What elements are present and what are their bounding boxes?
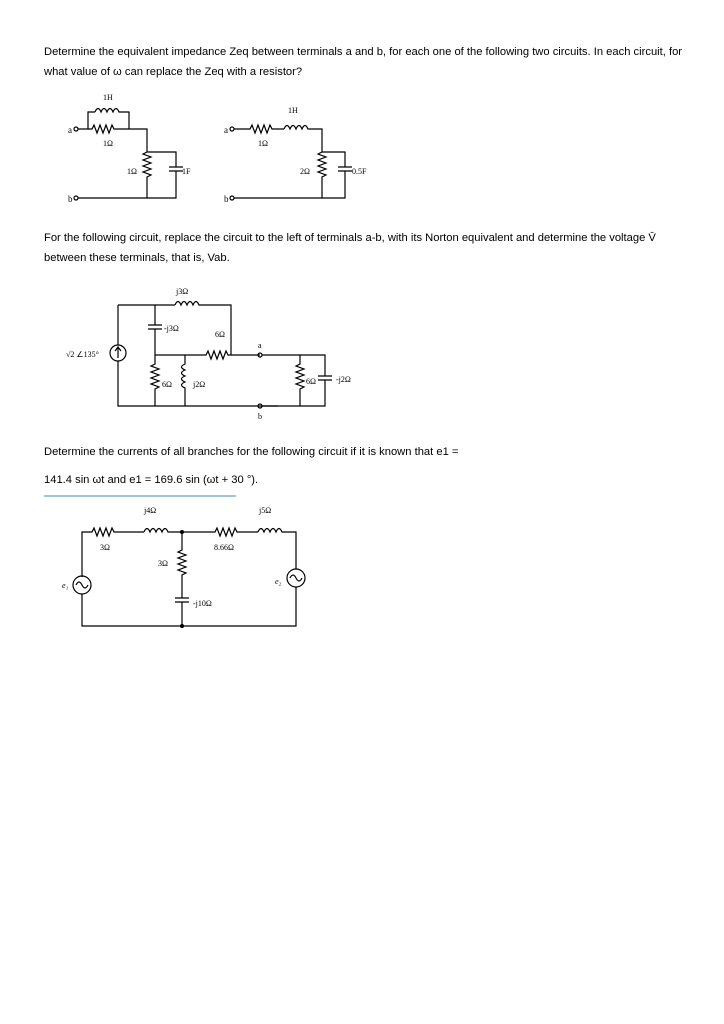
c2-resistor2-label: 2Ω xyxy=(300,167,310,176)
r3a-label: 3Ω xyxy=(100,543,110,552)
e2-label: e₂ xyxy=(275,577,282,586)
r3b-label: 3Ω xyxy=(158,559,168,568)
e1-label: e₁ xyxy=(62,581,69,590)
question-3-text-line1: Determine the currents of all branches for the following circuit if it is known that e1 = xyxy=(44,446,459,458)
terminal-b-label: b xyxy=(68,194,73,204)
terminal-b-label: b xyxy=(224,194,229,204)
j2-label: j2Ω xyxy=(193,380,206,389)
question-2-text: For the following circuit, replace the circuit to the left of terminals a-b, with its Norton equivalent and determine the voltage V̄ between these terminals, that is, Vab. xyxy=(44,232,656,264)
c2-capacitor-label: 0.5F xyxy=(352,167,367,176)
c2-inductor-label: 1H xyxy=(288,106,298,115)
question-3-text-line2: 141.4 sin ωt and e1 = 169.6 sin (ωt + 30 °). xyxy=(44,474,259,486)
terminal-a-label: a xyxy=(224,125,228,135)
c1-resistor2-label: 1Ω xyxy=(127,167,137,176)
mj10-label: -j10Ω xyxy=(193,599,212,608)
r6right-label: 6Ω xyxy=(306,377,316,386)
r866-label: 8.66Ω xyxy=(214,543,234,552)
circuit-2 xyxy=(224,106,367,204)
r6left-label: 6Ω xyxy=(162,380,172,389)
c1-capacitor-label: 1F xyxy=(182,167,191,176)
mj3-label: -j3Ω xyxy=(164,324,179,333)
c1-resistor1-label: 1Ω xyxy=(103,139,113,148)
circuit-3 xyxy=(66,287,351,421)
question-1-text: Determine the equivalent impedance Zeq between terminals a and b, for each one of the following two circuits. In each circuit, for what value of ω can replace the Zeq with a resistor? xyxy=(44,46,683,78)
j4-label: j4Ω xyxy=(144,506,157,515)
terminal-a-label: a xyxy=(258,341,262,350)
mj2-label: -j2Ω xyxy=(336,375,351,384)
circuit-4 xyxy=(62,506,305,628)
c2-resistor1-label: 1Ω xyxy=(258,139,268,148)
j5-label: j5Ω xyxy=(259,506,272,515)
terminal-a-label: a xyxy=(68,125,72,135)
c1-inductor-label: 1H xyxy=(103,93,113,102)
source-label: √2 ∠135° xyxy=(66,350,99,359)
j3-label: j3Ω xyxy=(176,287,189,296)
terminal-b-label: b xyxy=(258,412,262,421)
r6top-label: 6Ω xyxy=(215,330,225,339)
circuit-1 xyxy=(68,93,191,204)
